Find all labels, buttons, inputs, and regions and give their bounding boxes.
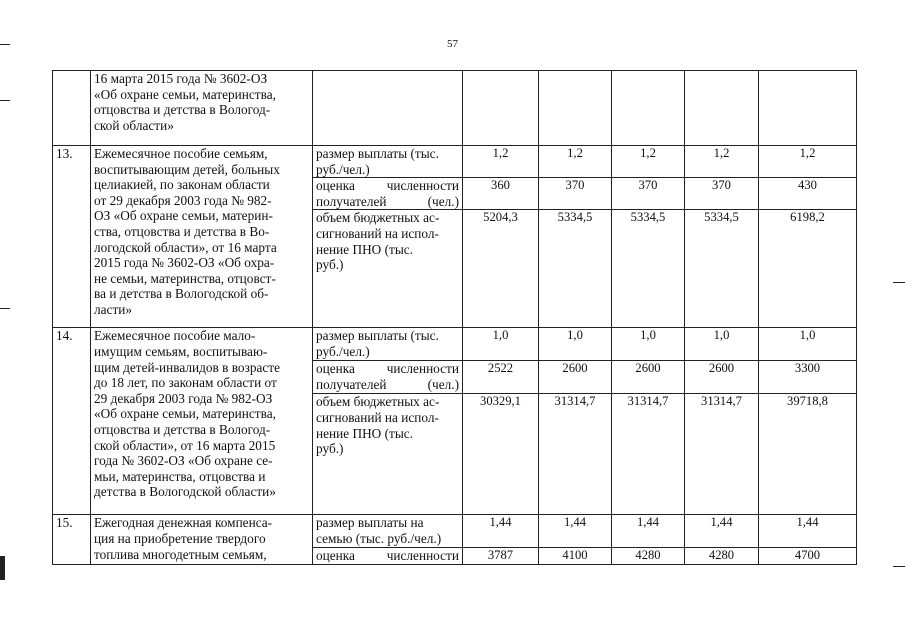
- left-margin-tick: [0, 308, 10, 309]
- table-cell-indicator: оценка численности получателей (чел.): [313, 178, 463, 210]
- table-cell-indicator: размер выплаты (тыс. руб./чел.): [313, 146, 463, 178]
- table-cell-indicator: оценка численности: [313, 548, 463, 565]
- table-row: [53, 328, 857, 361]
- table-cell-value: 370: [612, 178, 685, 210]
- table-cell-value: 1,2: [539, 146, 612, 178]
- table-row: [53, 146, 857, 178]
- table-cell-value: 1,44: [759, 515, 857, 548]
- table-cell-value: [685, 71, 759, 146]
- table-cell-value: 4100: [539, 548, 612, 565]
- table-cell-value: 2600: [685, 361, 759, 394]
- table-cell-value: 31314,7: [612, 394, 685, 515]
- table-cell-value: 30329,1: [463, 394, 539, 515]
- table-cell-value: 1,2: [685, 146, 759, 178]
- table-cell-indicator: [313, 71, 463, 146]
- table-cell-value: 39718,8: [759, 394, 857, 515]
- table-cell-value: 1,44: [539, 515, 612, 548]
- table-cell-value: 370: [685, 178, 759, 210]
- table-cell-value: 2522: [463, 361, 539, 394]
- table-cell-indicator: объем бюджетных ас- сигнований на испол- нение ПНО (тыс. руб.): [313, 210, 463, 328]
- table-cell-value: 2600: [539, 361, 612, 394]
- table-row-continuation: [53, 71, 857, 146]
- table-cell-value: 2600: [612, 361, 685, 394]
- table-cell-value: [463, 71, 539, 146]
- table-cell-value: 4700: [759, 548, 857, 565]
- table-cell-number: 14.: [53, 328, 91, 515]
- table-cell-value: 370: [539, 178, 612, 210]
- right-margin-tick: [893, 282, 905, 283]
- table-cell-indicator: размер выплаты на семью (тыс. руб./чел.): [313, 515, 463, 548]
- table-row: [53, 515, 857, 548]
- table-cell-value: 1,44: [463, 515, 539, 548]
- table-cell-value: 3300: [759, 361, 857, 394]
- left-margin-tick: [0, 100, 10, 101]
- left-margin-tick: [0, 44, 10, 45]
- table-cell-indicator: оценка численности получателей (чел.): [313, 361, 463, 394]
- table-cell-value: 1,0: [463, 328, 539, 361]
- table-cell-value: 1,0: [612, 328, 685, 361]
- table-cell-value: 5334,5: [685, 210, 759, 328]
- table-cell-value: 5204,3: [463, 210, 539, 328]
- table-cell-value: 1,44: [685, 515, 759, 548]
- table-cell-number: [53, 71, 91, 146]
- table-cell-value: 1,2: [463, 146, 539, 178]
- page-number: 57: [447, 38, 458, 50]
- table-cell-value: 1,2: [759, 146, 857, 178]
- table-cell-value: 3787: [463, 548, 539, 565]
- table-cell-value: 1,0: [539, 328, 612, 361]
- table-cell-value: 1,44: [612, 515, 685, 548]
- table-cell-value: 1,0: [759, 328, 857, 361]
- table-cell-value: 1,2: [612, 146, 685, 178]
- table-cell-value: 31314,7: [685, 394, 759, 515]
- table-cell-value: [539, 71, 612, 146]
- table-cell-indicator: размер выплаты (тыс. руб./чел.): [313, 328, 463, 361]
- table-cell-number: 15.: [53, 515, 91, 565]
- table-cell-value: 31314,7: [539, 394, 612, 515]
- benefits-table: [52, 70, 857, 565]
- table-cell-program: Ежемесячное пособие мало- имущим семьям, воспитываю- щим детей-инвалидов в возрасте до 18 лет, по законам области от 29 декабря 2003 года № 982-ОЗ «Об охране семьи, материнства, отцовства и детства в Вологод- ской области», от 16 марта 2015 года № 3602-ОЗ «Об охране се- мьи, материнства, отцовства и детства в Вологодской области»: [91, 328, 313, 515]
- right-margin-tick: [893, 566, 905, 567]
- table-cell-program: Ежемесячное пособие семьям, воспитывающим детей, больных целиакией, по законам области от 29 декабря 2003 года № 982- ОЗ «Об охране семьи, материн- ства, отцовства и детства в Во- логодской области», от 16 марта 2015 года № 3602-ОЗ «Об охра- не семьи, материнства, отцовст- ва и детства в Вологодской об- ласти»: [91, 146, 313, 328]
- scan-edge-mark: [0, 556, 5, 580]
- table-cell-value: 430: [759, 178, 857, 210]
- table-cell-value: 4280: [685, 548, 759, 565]
- table-cell-value: 4280: [612, 548, 685, 565]
- table-cell-value: [612, 71, 685, 146]
- table-cell-value: 5334,5: [612, 210, 685, 328]
- table-cell-value: [759, 71, 857, 146]
- table-cell-value: 6198,2: [759, 210, 857, 328]
- table-cell-value: 360: [463, 178, 539, 210]
- table-cell-program: Ежегодная денежная компенса- ция на приобретение твердого топлива многодетным семьям,: [91, 515, 313, 565]
- table-cell-program: 16 марта 2015 года № 3602-ОЗ «Об охране семьи, материнства, отцовства и детства в Вологод- ской области»: [91, 71, 313, 146]
- table-cell-indicator: объем бюджетных ас- сигнований на испол- нение ПНО (тыс. руб.): [313, 394, 463, 515]
- table-cell-value: 1,0: [685, 328, 759, 361]
- table-cell-value: 5334,5: [539, 210, 612, 328]
- table-cell-number: 13.: [53, 146, 91, 328]
